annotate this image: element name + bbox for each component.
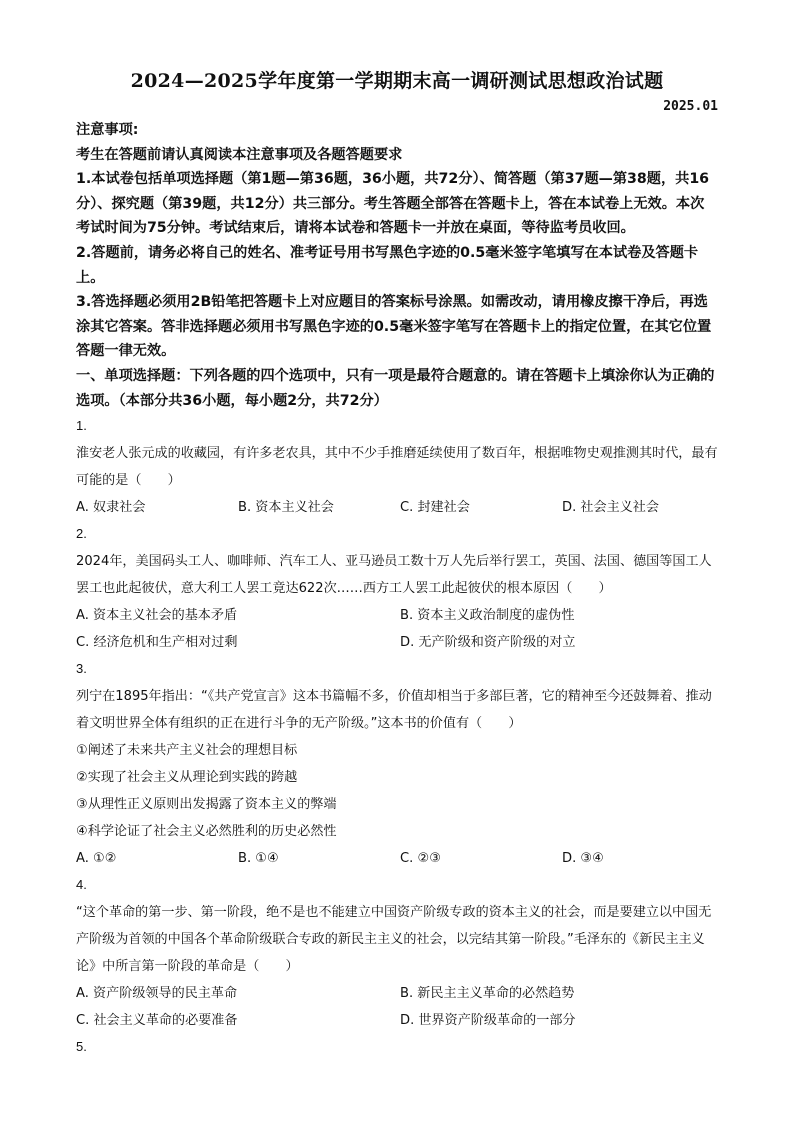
question-stem: 淮安老人张元成的收藏园，有许多老农具，其中不少手推磨延续使用了数百年，根据唯物史观推测其时代，最有可能的是（ ） xyxy=(76,446,718,489)
option-c: C. 封建社会 xyxy=(400,500,470,516)
option-d: D. 社会主义社会 xyxy=(562,500,659,516)
question-stem: 列宁在1895年指出：“《共产党宣言》这本书篇幅不多，价值却相当于多部巨著，它的精神至今还鼓舞着、推动着文明世界全体有组织的正在进行斗争的无产阶级。”这本书的价值有（ ） xyxy=(76,689,712,732)
options-grid xyxy=(76,980,718,1034)
question-number: 5. xyxy=(76,1039,87,1055)
option-c: C. 经济危机和生产相对过剩 xyxy=(76,635,238,651)
notes-line: 1.本试卷包括单项选择题（第1题—第36题，36小题，共72分）、简答题（第37题—第38题，共16分）、探究题（第39题，共12分）共三部分。考生答题全部答在答题卡上，答在本试卷上无效。本次考试时间为75分钟。考试结束后，请将本试卷和答题卡一并放在桌面，等待监考员收回。 xyxy=(76,171,710,237)
page-title: 2024—2025学年度第一学期期末高一调研测试思想政治试题 xyxy=(130,70,664,92)
section-heading: 一、单项选择题：下列各题的四个选项中，只有一项是最符合题意的。请在答题卡上填涂你认为正确的选项。（本部分共36小题，每小题2分，共72分） xyxy=(76,367,715,409)
option-c: C. ②③ xyxy=(400,851,441,867)
question-number: 4. xyxy=(76,877,87,893)
question-2 xyxy=(76,521,718,656)
question-4 xyxy=(76,872,718,1034)
options-grid xyxy=(76,602,718,656)
notes-section xyxy=(76,118,718,364)
options-row xyxy=(76,494,718,521)
notes-heading: 注意事项: xyxy=(76,122,139,138)
option-b: B. 资本主义社会 xyxy=(238,500,334,516)
notes-line: 2.答题前，请务必将自己的姓名、准考证号用书写黑色字迹的0.5毫米签字笔填写在本试卷及答题卡上。 xyxy=(76,244,699,286)
statement-2: ②实现了社会主义从理论到实践的跨越 xyxy=(76,770,298,786)
option-a: A. 资本主义社会的基本矛盾 xyxy=(76,608,238,624)
option-b: B. ①④ xyxy=(238,851,279,867)
statement-1: ①阐述了未来共产主义社会的理想目标 xyxy=(76,743,298,759)
question-stem: 2024年，美国码头工人、咖啡师、汽车工人、亚马逊员工数十万人先后举行罢工，英国、法国、德国等国工人罢工也此起彼伏，意大利工人罢工竟达622次……西方工人罢工此起彼伏的根本原因（ ） xyxy=(76,554,712,597)
question-stem: “这个革命的第一步、第一阶段，绝不是也不能建立中国资产阶级专政的资本主义的社会，而是要建立以中国无产阶级为首领的中国各个革命阶级联合专政的新民主主义的社会，以完结其第一阶段。”毛泽东的《新民主主义论》中所言第一阶段的革命是（ ） xyxy=(76,905,712,975)
statement-3: ③从理性正义原则出发揭露了资本主义的弊端 xyxy=(76,797,337,813)
option-c: C. 社会主义革命的必要准备 xyxy=(76,1013,238,1029)
option-a: A. ①② xyxy=(76,851,117,867)
option-a: A. 资产阶级领导的民主革命 xyxy=(76,986,238,1002)
exam-date: 2025.01 xyxy=(663,99,718,114)
option-d: D. 无产阶级和资产阶级的对立 xyxy=(400,635,576,651)
question-number: 1. xyxy=(76,418,87,434)
question-5 xyxy=(76,1034,718,1061)
question-3 xyxy=(76,656,718,872)
notes-line: 3.答选择题必须用2B铅笔把答题卡上对应题目的答案标号涂黑。如需改动，请用橡皮擦干净后，再选涂其它答案。答非选择题必须用书写黑色字迹的0.5毫米签字笔写在答题卡上的指定位置，在其它位置答题一律无效。 xyxy=(76,294,712,360)
question-number: 2. xyxy=(76,526,87,542)
option-d: D. ③④ xyxy=(562,851,604,867)
option-a: A. 奴隶社会 xyxy=(76,500,146,516)
option-d: D. 世界资产阶级革命的一部分 xyxy=(400,1013,576,1029)
option-b: B. 资本主义政治制度的虚伪性 xyxy=(400,608,575,624)
notes-line: 考生在答题前请认真阅读本注意事项及各题答题要求 xyxy=(76,146,403,163)
option-b: B. 新民主主义革命的必然趋势 xyxy=(400,986,575,1002)
question-number: 3. xyxy=(76,661,87,677)
options-row xyxy=(76,845,718,872)
exam-page xyxy=(76,66,718,1061)
statement-4: ④科学论证了社会主义必然胜利的历史必然性 xyxy=(76,824,337,840)
question-1 xyxy=(76,413,718,521)
